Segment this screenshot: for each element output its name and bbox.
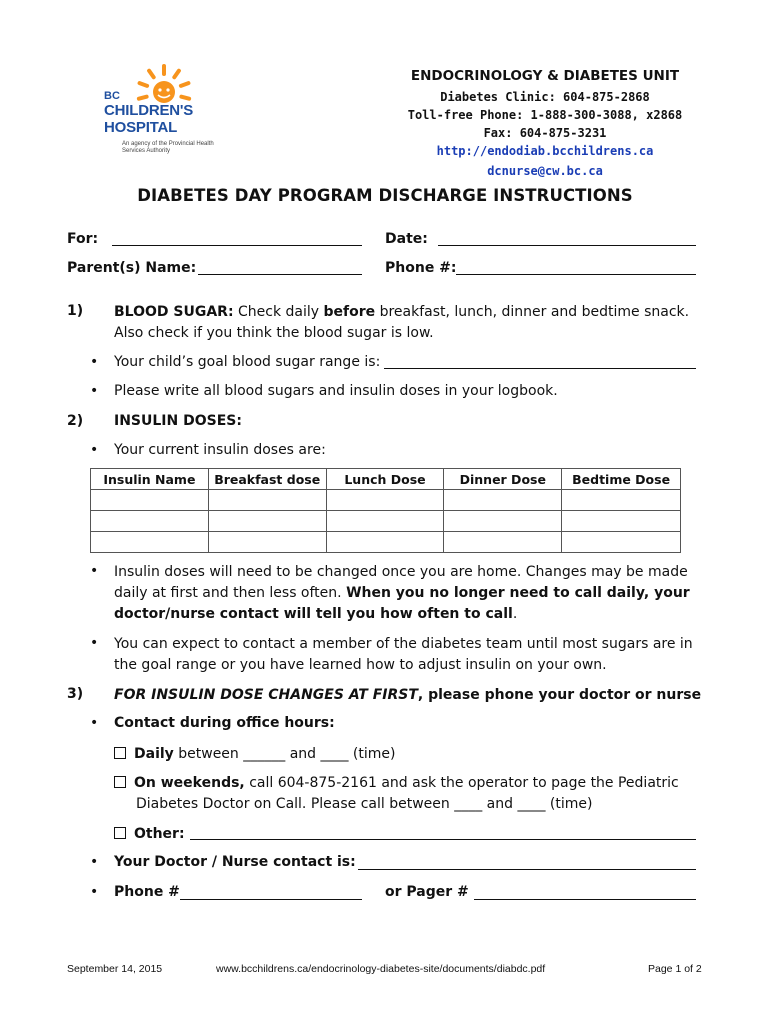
section2-heading: INSULIN DOSES: [114,413,242,429]
section2-number: 2) [67,413,84,429]
other-field[interactable] [190,826,696,840]
table-row [91,490,681,511]
clinic-phone: Diabetes Clinic: 604-875-2868 [440,90,650,104]
table-cell[interactable] [91,532,209,553]
fax: Fax: 604-875-3231 [483,126,607,140]
footer-page: Page 1 of 2 [648,963,702,975]
page-title: DIABETES DAY PROGRAM DISCHARGE INSTRUCTIONS [137,186,633,205]
table-row [91,511,681,532]
unit-title: ENDOCRINOLOGY & DIABETES UNIT [410,68,680,84]
section3-heading: FOR INSULIN DOSE CHANGES AT FIRST [114,687,418,703]
col-bedtime-dose: Bedtime Dose [562,469,681,490]
other-option [114,824,185,845]
table-cell[interactable] [91,511,209,532]
contact-field[interactable] [358,856,696,870]
bullet-icon: • [90,563,99,579]
goal-range-field[interactable] [384,355,696,369]
table-cell[interactable] [91,490,209,511]
table-cell[interactable] [562,490,681,511]
tollfree-phone: Toll-free Phone: 1-888-300-3088, x2868 [407,108,683,122]
logo-bc: BC [104,90,120,102]
daily-text: between ______ and ____ (time) [178,746,396,762]
other-label: Other: [134,826,185,842]
section1-text-c: breakfast, lunch, dinner and bedtime snack. [379,304,690,320]
weekend-label: On weekends, [134,775,245,791]
section1-text-d: Also check if you think the blood sugar is low. [114,325,434,341]
bullet-icon: • [90,635,99,651]
parents-label: Parent(s) Name: [67,260,197,276]
contact-label: Your Doctor / Nurse contact is: [114,854,356,870]
logo-agency: An agency of the Provincial Health Services Authority [122,141,214,154]
table-cell[interactable] [444,511,562,532]
contact-team-b: the goal range or you have learned how to adjust insulin on your own. [114,657,607,673]
table-cell[interactable] [208,532,326,553]
bullet-icon: • [90,354,99,370]
phone-field[interactable] [456,261,696,275]
footer-url[interactable]: www.bcchildrens.ca/endocrinology-diabetes-site/documents/diabdc.pdf [216,963,546,975]
weekend-text-b: call 604-875-2161 and ask the operator to page the Pediatric [249,775,679,791]
phone-label: Phone #: [385,260,457,276]
dose-change-c: When you no longer need to call daily, your [346,585,690,601]
other-checkbox[interactable] [114,827,126,839]
dose-change-b: daily at first and then less often. [114,585,342,601]
current-doses-text: Your current insulin doses are: [114,442,326,458]
col-lunch-dose: Lunch Dose [326,469,444,490]
phone-number-field[interactable] [180,886,362,900]
table-cell[interactable] [444,532,562,553]
daily-option [114,744,714,765]
email-link[interactable]: dcnurse@cw.bc.ca [487,164,603,178]
table-cell[interactable] [208,490,326,511]
col-breakfast-dose: Breakfast dose [208,469,326,490]
section1-text-a: Check daily [238,304,320,320]
table-cell[interactable] [562,511,681,532]
col-dinner-dose: Dinner Dose [444,469,562,490]
daily-label: Daily [134,746,174,762]
goal-range-label: Your child’s goal blood sugar range is: [114,354,381,370]
table-header-row [91,469,681,490]
pager-field[interactable] [474,886,696,900]
footer-date: September 14, 2015 [67,963,163,975]
logbook-text: Please write all blood sugars and insulin doses in your logbook. [114,383,558,399]
for-label: For: [67,231,99,247]
weekend-option [114,773,714,815]
bullet-icon: • [90,442,99,458]
parents-field[interactable] [198,261,362,275]
section1-text-b: before [323,304,376,320]
phone-number-label: Phone # [114,884,180,900]
table-cell[interactable] [208,511,326,532]
weekend-text-c: Diabetes Doctor on Call. Please call between ____ and ____ (time) [136,796,593,812]
section1-heading: BLOOD SUGAR: [114,304,234,320]
section3-number: 3) [67,686,84,702]
dose-change-e: . [512,606,518,622]
bullet-icon: • [90,715,99,731]
insulin-dose-table [90,468,681,553]
contact-team-text [114,634,714,676]
date-label: Date: [385,231,428,247]
hospital-logo [100,62,220,162]
daily-checkbox[interactable] [114,747,126,759]
for-field[interactable] [112,232,362,246]
table-cell[interactable] [326,511,444,532]
bullet-icon: • [90,854,99,870]
weekend-checkbox[interactable] [114,776,126,788]
col-insulin-name: Insulin Name [91,469,209,490]
table-cell[interactable] [444,490,562,511]
office-hours-label: Contact during office hours: [114,715,335,731]
contact-team-a: You can expect to contact a member of the diabetes team until most sugars are in [114,636,693,652]
table-row [91,532,681,553]
table-cell[interactable] [326,490,444,511]
dose-change-d: doctor/nurse contact will tell you how often to call [114,606,513,622]
dose-change-text [114,562,714,625]
section1-number: 1) [67,303,84,319]
section3-heading-line [114,685,734,706]
pager-label: or Pager # [385,884,469,900]
section1-text [114,302,714,344]
table-cell[interactable] [326,532,444,553]
dose-change-a: Insulin doses will need to be changed once you are home. Changes may be made [114,564,688,580]
bullet-icon: • [90,383,99,399]
section3-heading-b: , please phone your doctor or nurse [417,687,702,703]
date-field[interactable] [438,232,696,246]
table-cell[interactable] [562,532,681,553]
logo-childrens: CHILDREN'S [104,102,194,119]
logo-hospital: HOSPITAL [104,119,178,136]
website-link[interactable]: http://endodiab.bcchildrens.ca [436,144,654,158]
bullet-icon: • [90,884,99,900]
